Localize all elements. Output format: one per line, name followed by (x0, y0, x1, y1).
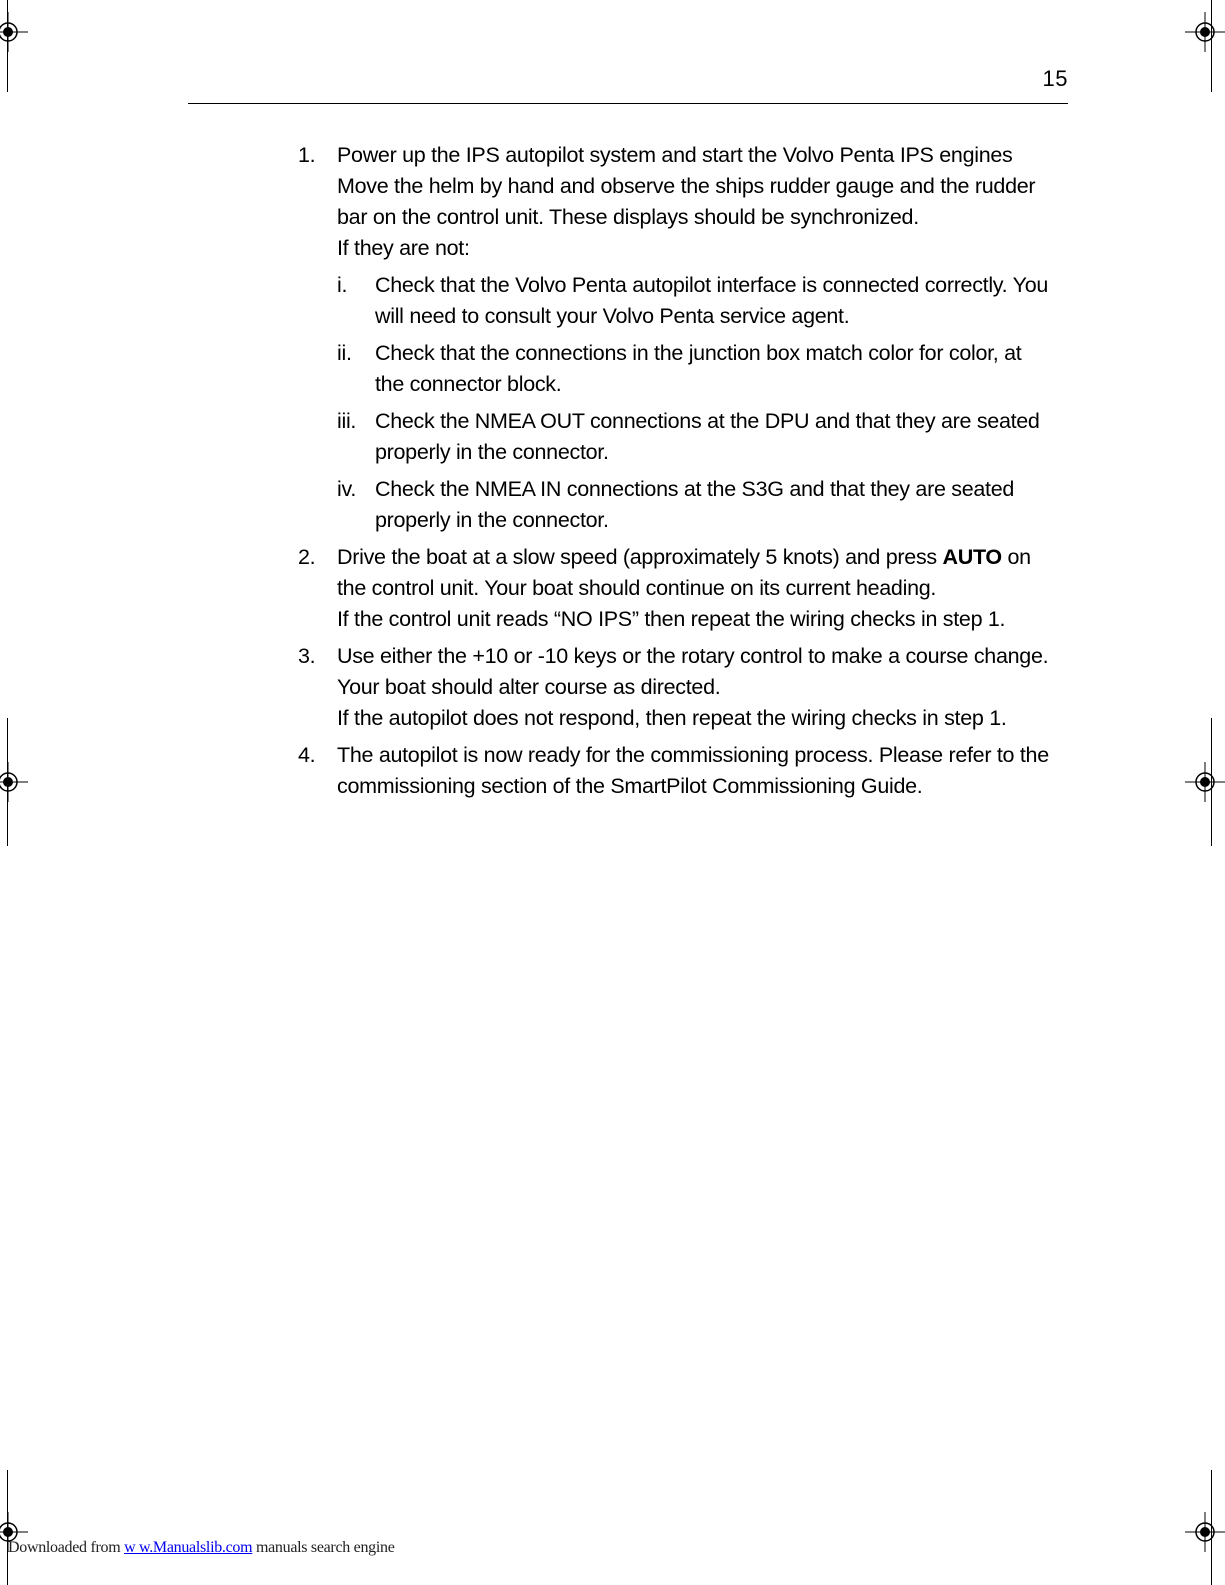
substep-number: iv. (337, 477, 357, 501)
substep-ii (337, 338, 1073, 400)
trim-line (1211, 1470, 1212, 1585)
substep-line: Check that the Volvo Penta autopilot interface is connected correctly. You (375, 273, 1049, 297)
trim-line (7, 1470, 8, 1585)
substep-line: Check the NMEA OUT connections at the DPU and that they are seated (375, 409, 1040, 433)
page-number: 15 (1042, 66, 1068, 91)
step-number: 4. (298, 743, 316, 767)
substep-i (337, 270, 1073, 332)
registration-mark-icon (1185, 762, 1225, 802)
substep-line: Check the NMEA IN connections at the S3G and that they are seated (375, 477, 1015, 501)
step-line: Your boat should alter course as directed. (337, 675, 721, 699)
substep-number: i. (337, 273, 348, 297)
step-line: The autopilot is now ready for the commissioning process. Please refer to the (337, 743, 1049, 767)
step-line: If the autopilot does not respond, then repeat the wiring checks in step 1. (337, 706, 1007, 730)
step-4 (298, 740, 1073, 802)
step-line: bar on the control unit. These displays should be synchronized. (337, 205, 919, 229)
substep-line: the connector block. (375, 372, 562, 396)
step-text: on (1001, 545, 1031, 569)
substep-line: Check that the connections in the junction box match color for color, at (375, 341, 1022, 365)
substep-iv (337, 474, 1073, 536)
step-number: 2. (298, 545, 316, 569)
instruction-list (298, 140, 1073, 808)
substep-list (337, 270, 1073, 536)
trim-line (7, 0, 8, 92)
auto-key-label: AUTO (942, 545, 1002, 569)
step-3 (298, 641, 1073, 734)
download-footer (8, 1539, 395, 1557)
step-line: If they are not: (337, 236, 470, 260)
substep-line: properly in the connector. (375, 508, 609, 532)
footer-prefix: Downloaded from (8, 1539, 125, 1556)
registration-mark-icon (1185, 12, 1225, 52)
footer-suffix: manuals search engine (252, 1539, 395, 1556)
step-line: Move the helm by hand and observe the ships rudder gauge and the rudder (337, 174, 1036, 198)
substep-iii (337, 406, 1073, 468)
substep-line: will need to consult your Volvo Penta service agent. (375, 304, 850, 328)
step-2 (298, 542, 1073, 635)
registration-mark-icon (1185, 1512, 1225, 1552)
substep-line: properly in the connector. (375, 440, 609, 464)
step-1 (298, 140, 1073, 536)
trim-line (7, 718, 8, 846)
step-line: the control unit. Your boat should continue on its current heading. (337, 576, 937, 600)
step-number: 3. (298, 644, 316, 668)
step-text: Drive the boat at a slow speed (approximately 5 knots) and press (337, 545, 943, 569)
manualslib-link[interactable]: w w.Manualslib.com (124, 1539, 253, 1556)
registration-mark-icon (0, 12, 28, 52)
trim-line (1211, 0, 1212, 92)
substep-number: iii. (337, 409, 357, 433)
registration-mark-icon (0, 762, 28, 802)
trim-line (1211, 718, 1212, 846)
header-rule (188, 103, 1068, 104)
step-line: Use either the +10 or -10 keys or the rotary control to make a course change. (337, 644, 1049, 668)
step-line: If the control unit reads “NO IPS” then repeat the wiring checks in step 1. (337, 607, 1006, 631)
step-line: Power up the IPS autopilot system and start the Volvo Penta IPS engines (337, 143, 1013, 167)
substep-number: ii. (337, 341, 352, 365)
step-line (337, 542, 1073, 573)
step-number: 1. (298, 143, 316, 167)
step-line: commissioning section of the SmartPilot Commissioning Guide. (337, 774, 923, 798)
